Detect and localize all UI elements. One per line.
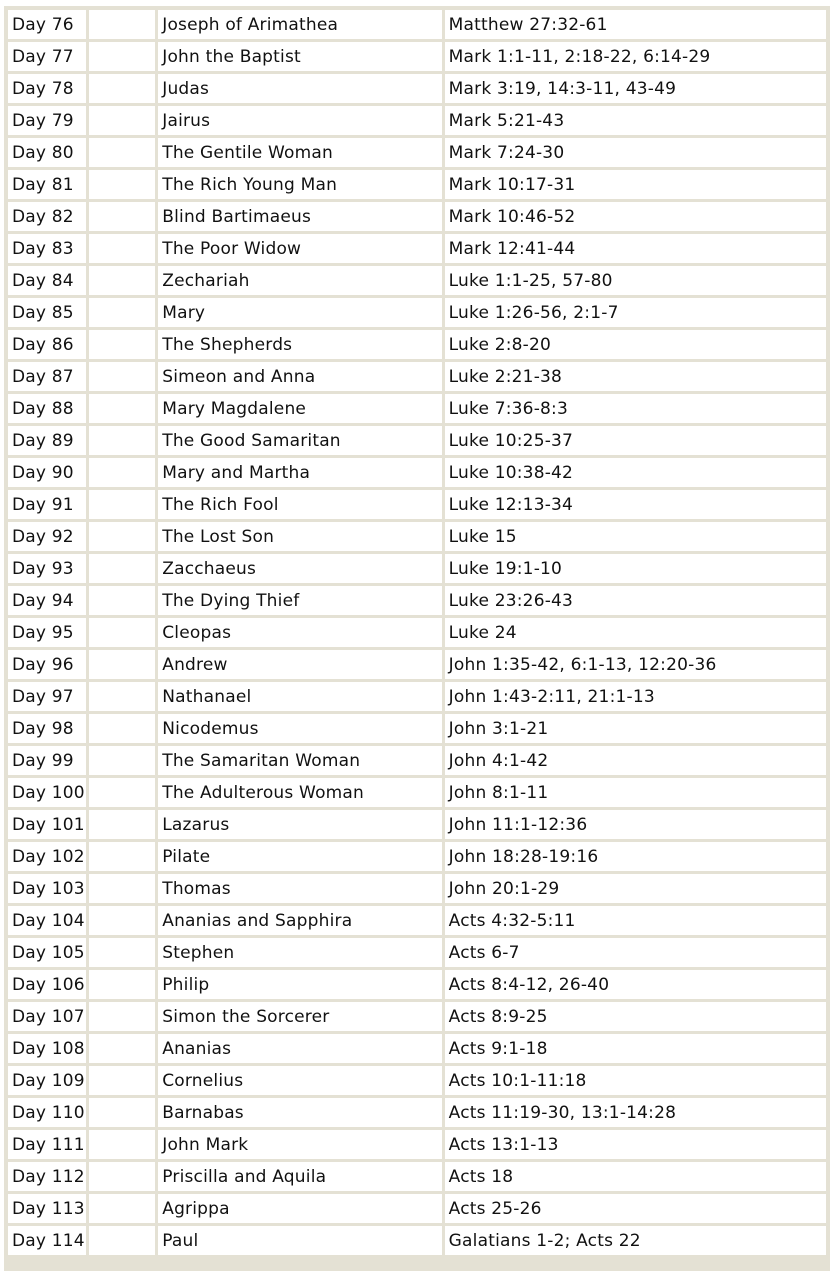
table-row	[8, 682, 826, 711]
character-name-cell: Andrew	[158, 650, 441, 679]
day-cell: Day 82	[8, 202, 86, 231]
empty-cell	[89, 682, 156, 711]
character-name-cell: Zacchaeus	[158, 554, 441, 583]
empty-cell	[89, 490, 156, 519]
table-row	[8, 1098, 826, 1127]
day-cell: Day 95	[8, 618, 86, 647]
scripture-reference-cell: Luke 10:25-37	[445, 426, 826, 455]
character-name-cell: Barnabas	[158, 1098, 441, 1127]
day-cell: Day 104	[8, 906, 86, 935]
character-name-cell: Cornelius	[158, 1066, 441, 1095]
scripture-reference-cell: Luke 12:13-34	[445, 490, 826, 519]
empty-cell	[89, 42, 156, 71]
character-name-cell: Pilate	[158, 842, 441, 871]
empty-cell	[89, 970, 156, 999]
character-name-cell: Philip	[158, 970, 441, 999]
table-row	[8, 874, 826, 903]
table-row	[8, 522, 826, 551]
character-name-cell: Cleopas	[158, 618, 441, 647]
table-row	[8, 266, 826, 295]
table-row	[8, 746, 826, 775]
table-row	[8, 1066, 826, 1095]
empty-cell	[89, 298, 156, 327]
day-cell: Day 101	[8, 810, 86, 839]
day-cell: Day 83	[8, 234, 86, 263]
empty-cell	[89, 394, 156, 423]
day-cell: Day 111	[8, 1130, 86, 1159]
table-row	[8, 170, 826, 199]
day-cell: Day 97	[8, 682, 86, 711]
empty-cell	[89, 1162, 156, 1191]
empty-cell	[89, 554, 156, 583]
empty-cell	[89, 74, 156, 103]
table-row	[8, 490, 826, 519]
scripture-reference-cell: Acts 10:1-11:18	[445, 1066, 826, 1095]
table-row	[8, 234, 826, 263]
empty-cell	[89, 874, 156, 903]
table-row	[8, 1226, 826, 1255]
day-cell: Day 106	[8, 970, 86, 999]
day-cell: Day 90	[8, 458, 86, 487]
empty-cell	[89, 714, 156, 743]
empty-cell	[89, 906, 156, 935]
table-row	[8, 394, 826, 423]
empty-cell	[89, 1130, 156, 1159]
character-name-cell: The Adulterous Woman	[158, 778, 441, 807]
day-cell: Day 80	[8, 138, 86, 167]
day-cell: Day 84	[8, 266, 86, 295]
day-cell: Day 87	[8, 362, 86, 391]
empty-cell	[89, 106, 156, 135]
day-cell: Day 100	[8, 778, 86, 807]
scripture-reference-cell: Luke 2:8-20	[445, 330, 826, 359]
scripture-reference-cell: Luke 7:36-8:3	[445, 394, 826, 423]
table-row	[8, 74, 826, 103]
character-name-cell: The Samaritan Woman	[158, 746, 441, 775]
day-cell: Day 88	[8, 394, 86, 423]
day-cell: Day 89	[8, 426, 86, 455]
reading-plan-table	[5, 7, 829, 1258]
scripture-reference-cell: John 18:28-19:16	[445, 842, 826, 871]
table-row	[8, 1034, 826, 1063]
day-cell: Day 99	[8, 746, 86, 775]
scripture-reference-cell: Matthew 27:32-61	[445, 10, 826, 39]
character-name-cell: Nicodemus	[158, 714, 441, 743]
table-row	[8, 938, 826, 967]
table-row	[8, 10, 826, 39]
scripture-reference-cell: Luke 2:21-38	[445, 362, 826, 391]
day-cell: Day 79	[8, 106, 86, 135]
empty-cell	[89, 138, 156, 167]
scripture-reference-cell: Mark 5:21-43	[445, 106, 826, 135]
day-cell: Day 93	[8, 554, 86, 583]
scripture-reference-cell: Mark 12:41-44	[445, 234, 826, 263]
character-name-cell: Nathanael	[158, 682, 441, 711]
day-cell: Day 108	[8, 1034, 86, 1063]
empty-cell	[89, 170, 156, 199]
table-row	[8, 906, 826, 935]
scripture-reference-cell: Acts 8:9-25	[445, 1002, 826, 1031]
empty-cell	[89, 1226, 156, 1255]
table-row	[8, 554, 826, 583]
empty-cell	[89, 842, 156, 871]
scripture-reference-cell: Acts 18	[445, 1162, 826, 1191]
empty-cell	[89, 1066, 156, 1095]
table-body	[8, 10, 826, 1255]
scripture-reference-cell: Luke 1:1-25, 57-80	[445, 266, 826, 295]
day-cell: Day 98	[8, 714, 86, 743]
scripture-reference-cell: John 4:1-42	[445, 746, 826, 775]
day-cell: Day 103	[8, 874, 86, 903]
character-name-cell: Joseph of Arimathea	[158, 10, 441, 39]
empty-cell	[89, 746, 156, 775]
character-name-cell: The Rich Young Man	[158, 170, 441, 199]
scripture-reference-cell: John 11:1-12:36	[445, 810, 826, 839]
table-row	[8, 426, 826, 455]
empty-cell	[89, 1194, 156, 1223]
character-name-cell: Paul	[158, 1226, 441, 1255]
character-name-cell: Lazarus	[158, 810, 441, 839]
empty-cell	[89, 362, 156, 391]
day-cell: Day 114	[8, 1226, 86, 1255]
scripture-reference-cell: Luke 24	[445, 618, 826, 647]
scripture-reference-cell: Galatians 1-2; Acts 22	[445, 1226, 826, 1255]
table-row	[8, 586, 826, 615]
table-row	[8, 778, 826, 807]
character-name-cell: The Dying Thief	[158, 586, 441, 615]
empty-cell	[89, 810, 156, 839]
day-cell: Day 85	[8, 298, 86, 327]
table-row	[8, 1194, 826, 1223]
day-cell: Day 94	[8, 586, 86, 615]
scripture-reference-cell: John 3:1-21	[445, 714, 826, 743]
character-name-cell: Priscilla and Aquila	[158, 1162, 441, 1191]
day-cell: Day 96	[8, 650, 86, 679]
table-row	[8, 106, 826, 135]
character-name-cell: The Good Samaritan	[158, 426, 441, 455]
empty-cell	[89, 522, 156, 551]
day-cell: Day 81	[8, 170, 86, 199]
table-row	[8, 1162, 826, 1191]
empty-cell	[89, 1034, 156, 1063]
scripture-reference-cell: Acts 4:32-5:11	[445, 906, 826, 935]
character-name-cell: Thomas	[158, 874, 441, 903]
scripture-reference-cell: John 1:43-2:11, 21:1-13	[445, 682, 826, 711]
table-row	[8, 1002, 826, 1031]
character-name-cell: Ananias	[158, 1034, 441, 1063]
scripture-reference-cell: Mark 3:19, 14:3-11, 43-49	[445, 74, 826, 103]
character-name-cell: Ananias and Sapphira	[158, 906, 441, 935]
character-name-cell: Simeon and Anna	[158, 362, 441, 391]
character-name-cell: Simon the Sorcerer	[158, 1002, 441, 1031]
day-cell: Day 92	[8, 522, 86, 551]
character-name-cell: Judas	[158, 74, 441, 103]
empty-cell	[89, 330, 156, 359]
day-cell: Day 107	[8, 1002, 86, 1031]
scripture-reference-cell: Acts 8:4-12, 26-40	[445, 970, 826, 999]
character-name-cell: The Shepherds	[158, 330, 441, 359]
character-name-cell: Mary	[158, 298, 441, 327]
character-name-cell: Stephen	[158, 938, 441, 967]
table-row	[8, 138, 826, 167]
day-cell: Day 78	[8, 74, 86, 103]
table-row	[8, 842, 826, 871]
table-row	[8, 202, 826, 231]
scripture-reference-cell: Acts 9:1-18	[445, 1034, 826, 1063]
character-name-cell: Agrippa	[158, 1194, 441, 1223]
scripture-reference-cell: Acts 11:19-30, 13:1-14:28	[445, 1098, 826, 1127]
empty-cell	[89, 266, 156, 295]
day-cell: Day 112	[8, 1162, 86, 1191]
character-name-cell: Mary and Martha	[158, 458, 441, 487]
table-row	[8, 618, 826, 647]
scripture-reference-cell: Acts 13:1-13	[445, 1130, 826, 1159]
table-row	[8, 650, 826, 679]
day-cell: Day 91	[8, 490, 86, 519]
scripture-reference-cell: Mark 7:24-30	[445, 138, 826, 167]
scripture-reference-cell: John 20:1-29	[445, 874, 826, 903]
character-name-cell: The Lost Son	[158, 522, 441, 551]
empty-cell	[89, 234, 156, 263]
scripture-reference-cell: Luke 23:26-43	[445, 586, 826, 615]
empty-cell	[89, 938, 156, 967]
table-row	[8, 362, 826, 391]
scripture-reference-cell: Acts 25-26	[445, 1194, 826, 1223]
table-row	[8, 1130, 826, 1159]
empty-cell	[89, 586, 156, 615]
character-name-cell: The Poor Widow	[158, 234, 441, 263]
scripture-reference-cell: Luke 1:26-56, 2:1-7	[445, 298, 826, 327]
empty-cell	[89, 458, 156, 487]
scripture-reference-cell: Luke 15	[445, 522, 826, 551]
day-cell: Day 113	[8, 1194, 86, 1223]
table-row	[8, 42, 826, 71]
table-row	[8, 298, 826, 327]
character-name-cell: John Mark	[158, 1130, 441, 1159]
empty-cell	[89, 202, 156, 231]
day-cell: Day 109	[8, 1066, 86, 1095]
table-row	[8, 458, 826, 487]
scripture-reference-cell: Luke 19:1-10	[445, 554, 826, 583]
character-name-cell: The Gentile Woman	[158, 138, 441, 167]
empty-cell	[89, 426, 156, 455]
day-cell: Day 77	[8, 42, 86, 71]
empty-cell	[89, 1002, 156, 1031]
empty-cell	[89, 778, 156, 807]
table-row	[8, 330, 826, 359]
day-cell: Day 102	[8, 842, 86, 871]
day-cell: Day 86	[8, 330, 86, 359]
scripture-reference-cell: Mark 10:17-31	[445, 170, 826, 199]
character-name-cell: Blind Bartimaeus	[158, 202, 441, 231]
empty-cell	[89, 650, 156, 679]
character-name-cell: Jairus	[158, 106, 441, 135]
scripture-reference-cell: Mark 1:1-11, 2:18-22, 6:14-29	[445, 42, 826, 71]
character-name-cell: Mary Magdalene	[158, 394, 441, 423]
character-name-cell: John the Baptist	[158, 42, 441, 71]
reading-plan-table-frame	[4, 6, 830, 1271]
scripture-reference-cell: Luke 10:38-42	[445, 458, 826, 487]
empty-cell	[89, 1098, 156, 1127]
scripture-reference-cell: Acts 6-7	[445, 938, 826, 967]
empty-cell	[89, 618, 156, 647]
scripture-reference-cell: John 8:1-11	[445, 778, 826, 807]
table-row	[8, 810, 826, 839]
table-row	[8, 970, 826, 999]
day-cell: Day 110	[8, 1098, 86, 1127]
day-cell: Day 76	[8, 10, 86, 39]
day-cell: Day 105	[8, 938, 86, 967]
character-name-cell: The Rich Fool	[158, 490, 441, 519]
scripture-reference-cell: John 1:35-42, 6:1-13, 12:20-36	[445, 650, 826, 679]
empty-cell	[89, 10, 156, 39]
table-row	[8, 714, 826, 743]
character-name-cell: Zechariah	[158, 266, 441, 295]
scripture-reference-cell: Mark 10:46-52	[445, 202, 826, 231]
